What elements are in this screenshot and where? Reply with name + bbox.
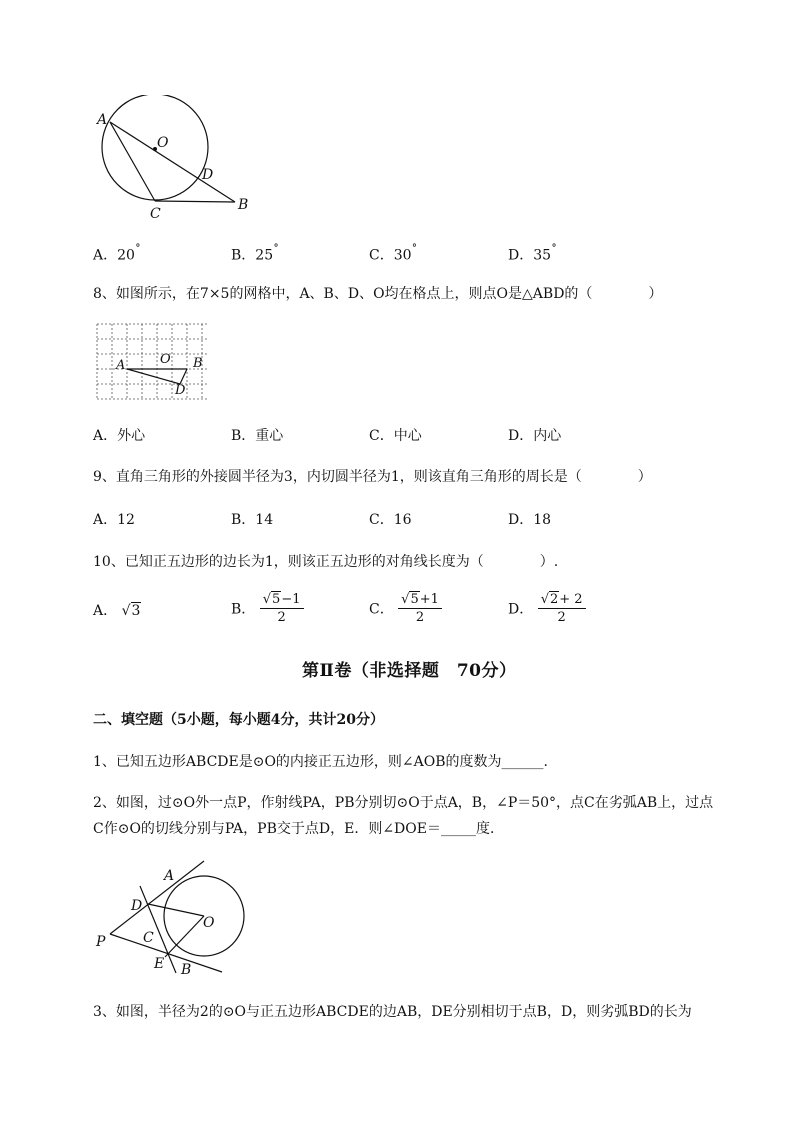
q10-option-a-sqrt: √3 [121,603,141,619]
q10-option-b-radicand: 5 [272,592,281,607]
fill2-figure [92,858,252,980]
q7-option-c-letter: C． [369,247,394,264]
fill1-text-end: . [543,754,548,770]
q10-option-c-tail: +1 [419,592,439,607]
q8-option-d [508,425,561,445]
q8-option-b-value: 重心 [255,428,284,444]
q8-option-c [369,425,422,445]
q7-option-d [508,243,557,265]
q7-figure [90,95,260,225]
q7-option-b-value: 25 [255,247,274,264]
q9-option-c-value: 16 [393,512,412,528]
q10-option-b-letter: B． [231,601,256,618]
fill2-text-end: 度． [475,821,504,837]
q9-option-c [369,509,412,529]
q7-option-d-unit: ˚ [551,243,557,257]
q9-option-b-value: 14 [255,512,274,528]
fill2-label-P: P [96,934,106,950]
q10-question: 10、已知正五边形的边长为1，则该正五边形的对角线长度为（ ）. [93,554,559,570]
fill2-ray-PB [110,934,222,972]
q7-label-D: D [202,167,214,183]
fill1-blank: ______ [501,754,544,770]
fill2-label-C: C [143,930,154,946]
q9-option-a-letter: A． [93,512,118,528]
q10-option-c [369,592,442,625]
q10-option-c-denominator: 2 [415,610,425,625]
fill2-ray-PA [110,861,204,934]
q10-option-a [93,600,141,620]
q7-label-C: C [150,206,161,222]
q8-option-d-value: 内心 [533,428,562,444]
q10-option-d-fraction: $\frac{√2+ 2}{2}$ [538,592,586,625]
fill1-text: 1、已知五边形ABCDE是⊙O的内接正五边形，则∠AOB的度数为 [93,754,502,770]
q7-label-O: O [157,135,169,151]
q10-option-c-fraction: $\frac{√5+1}{2}$ [398,592,442,625]
fill2-text: C作⊙O的切线分别与PA，PB交于点D，E．则∠DOE＝ [93,821,441,837]
q8-label-D: D [175,383,186,398]
fill-section-heading: 二、填空题（5小题，每小题4分，共计20分） [93,712,384,728]
q8-grid [97,324,207,400]
q9-option-a [93,509,135,529]
q7-option-c [369,243,417,265]
q8-figure [95,322,210,402]
fill2-label-B: B [181,962,192,978]
q9-option-b-letter: B． [231,512,256,528]
q7-option-a-letter: A． [93,247,118,264]
q8-line-BD [180,369,187,384]
q10-option-b [231,592,304,625]
q9-option-c-letter: C． [369,512,394,528]
q9-option-d-letter: D． [508,512,534,528]
q8-label-B: B [193,356,203,371]
q8-option-a-value: 外心 [117,428,146,444]
q7-option-b-letter: B． [231,247,256,264]
q10-option-d [508,592,586,625]
q7-option-c-value: 30 [393,247,412,264]
q7-option-c-unit: ˚ [411,243,418,257]
q10-option-d-tail: + 2 [559,592,583,607]
fill3-question: 3、如图，半径为2的⊙O与正五边形ABCDE的边AB，DE分别相切于点B，D，则劣弧BD的长为 [93,1004,692,1020]
q8-option-c-letter: C． [369,428,394,444]
q7-label-A: A [97,112,108,128]
fill2-label-O: O [203,915,215,931]
fill2-label-E: E [154,956,165,972]
fill2-blank: _____ [440,821,476,837]
q8-label-A: A [116,358,126,373]
q7-label-B: B [238,197,249,213]
q7-option-b-unit: ˚ [273,243,279,257]
q7-option-b [231,243,279,265]
q10-option-b-fraction: $\frac{√5-1}{2}$ [260,592,304,625]
q9-question: 9、直角三角形的外接圆半径为3，内切圆半径为1，则该直角三角形的周长是（ ） [93,469,652,485]
q10-option-b-tail: −1 [281,592,301,607]
q7-line-AB [110,122,235,202]
q10-option-a-letter: A． [93,603,118,619]
q8-option-a [93,425,145,445]
q10-option-d-denominator: 2 [557,610,566,625]
q10-option-a-radicand: 3 [131,603,141,619]
q9-option-b [231,509,273,529]
q10-option-c-letter: C． [369,601,394,618]
fill2-line-DO [148,904,204,916]
fill2-label-D: D [131,898,143,914]
q7-option-d-letter: D． [508,247,534,264]
q7-line-AC [110,122,155,201]
q8-option-c-value: 中心 [393,428,422,444]
q8-option-d-letter: D． [508,428,534,444]
q7-option-a [93,243,141,265]
fill2-question-line1: 2、如图，过⊙O外一点P，作射线PA，PB分别切⊙O于点A，B，∠P＝50°，点C在劣弧AB上，过点 [93,795,714,811]
q8-question: 8、如图所示，在7×5的网格中，A、B、D、O均在格点上，则点O是△ABD的（ ） [93,286,663,302]
q7-option-a-unit: ˚ [134,243,141,257]
q10-option-d-radicand: 2 [549,592,559,607]
q9-option-d-value: 18 [533,512,552,528]
q8-option-a-letter: A． [93,428,118,444]
q7-option-d-value: 35 [533,247,552,264]
part2-title: 第Ⅱ卷（非选择题 70分） [302,661,517,681]
q7-option-a-value: 20 [117,247,135,264]
q7-line-CB [155,201,235,202]
fill2-label-A: A [164,868,175,884]
q10-option-b-denominator: 2 [277,610,286,625]
q10-option-c-radicand: 5 [410,592,419,607]
q8-option-b-letter: B． [231,428,256,444]
fill2-question-line2 [93,818,504,838]
q9-option-a-value: 12 [117,512,135,528]
q10-option-d-letter: D． [508,601,534,618]
q9-option-d [508,509,551,529]
q8-option-b [231,425,283,445]
fill1-question [93,751,548,771]
q8-label-O: O [160,352,171,367]
